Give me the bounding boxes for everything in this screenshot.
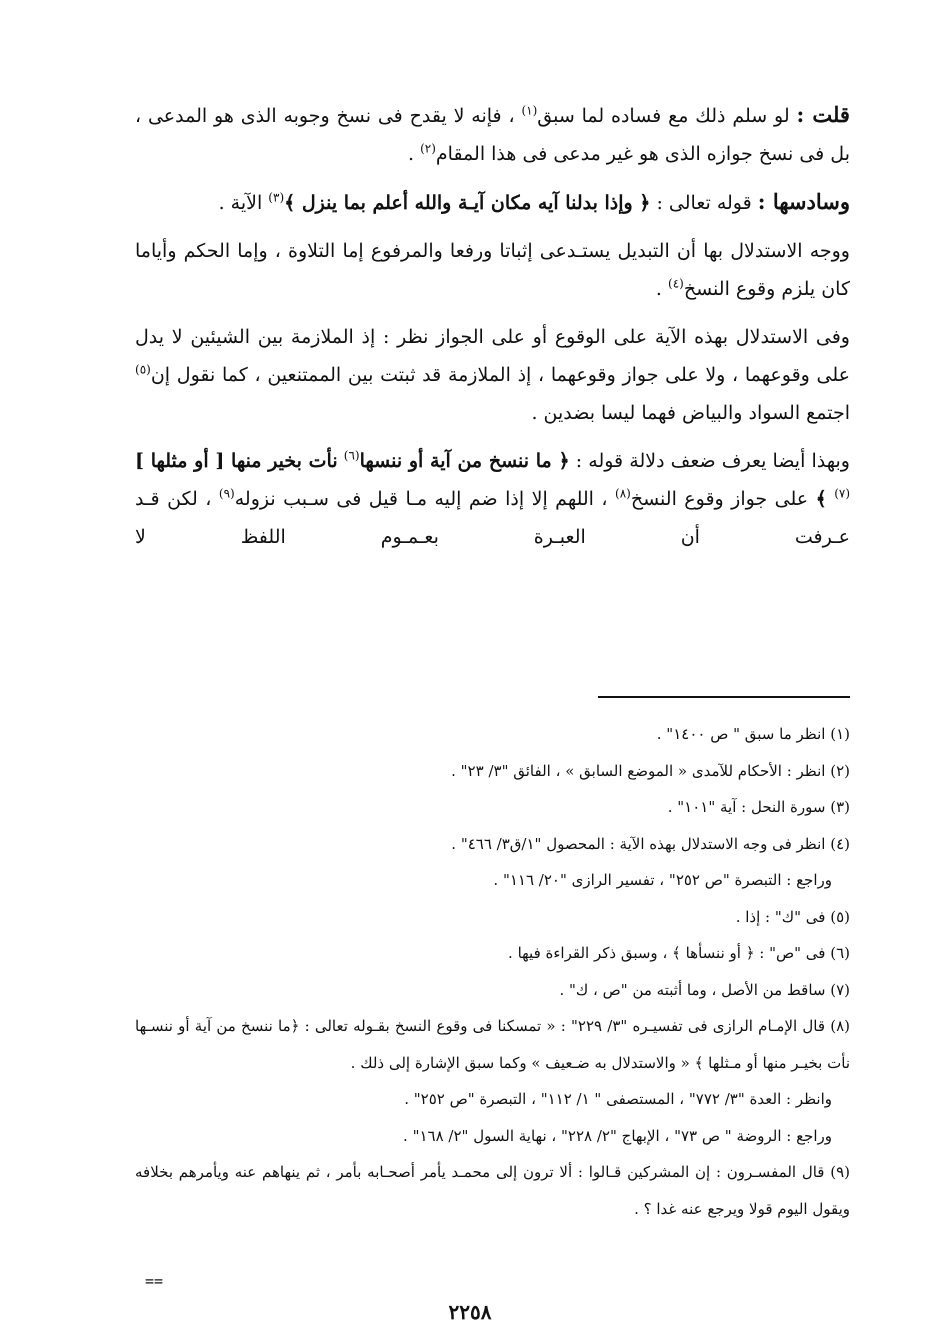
page-number: ٢٢٥٨ xyxy=(448,1300,492,1324)
paragraph xyxy=(135,232,850,308)
footnote-8-see-also: وانظر : العدة "٣/ ٧٧٢" ، المستصفى " ١/ ١١٢" ، التبصرة "ص ٢٥٢" . xyxy=(404,1090,832,1108)
text-run: على جواز وقوع النسخ xyxy=(630,488,809,510)
quran-quote: ﴾ xyxy=(815,488,827,510)
footnote-ref: (٣) xyxy=(268,190,285,205)
paragraph-lead: وسادسها : xyxy=(757,189,850,214)
footnote-ref: (٦) xyxy=(343,448,360,463)
footnote-ref: (٥) xyxy=(135,362,151,377)
quran-quote: ﴿ وإذا بدلنا آيه مكان آيـة والله أعلم بما ينزل ﴾ xyxy=(284,192,651,214)
text-run: . xyxy=(655,278,662,300)
footnote-6: (٦) فى "ص" : ﴿ أو ننسأها ﴾ ، وسبق ذكر القراءة فيها . xyxy=(508,944,850,962)
footnote-5: (٥) فى "ك" : إذا . xyxy=(735,907,850,926)
footnote-2: (٢) انظر : الأحكام للآمدى « الموضع السابق » ، الفائق "٣/ ٢٣" . xyxy=(451,761,850,780)
text-run: ، لكن قـد عـرفت أن العبـرة بعـمـوم اللفظ لا xyxy=(135,488,850,548)
text-run: الآية . xyxy=(218,192,263,214)
footnote-ref: (٧) xyxy=(834,486,851,501)
text-run: وبهذا أيضا يعرف ضعف دلالة قوله : xyxy=(575,450,850,472)
text-run: وفى الاستدلال بهذه الآية على الوقوع أو على الجواز نظر : إذ الملازمة بين الشيئين لا يدل على وقوعهما ، ولا على جواز وقوعهما ، إذ الملازمة قد ثبتت بين الممتنعين ، كما نقول إن xyxy=(135,326,850,386)
paragraph-lead: قلت : xyxy=(796,102,850,127)
footnote-1: (١) انظر ما سبق " ص ١٤٠٠" . xyxy=(656,725,850,743)
text-run: اجتمع السواد والبياض فهما ليسا بضدين . xyxy=(531,402,850,424)
footnote-4: (٤) انظر فى وجه الاستدلال بهذه الآية : المحصول "١/ق٣/ ٤٦٦" . xyxy=(451,834,850,853)
text-run: قوله تعالى : xyxy=(656,192,752,214)
main-text xyxy=(135,96,850,566)
footnote-4-continued: وراجع : التبصرة "ص ٢٥٢" ، تفسير الرازى "٢٠/ ١١٦" . xyxy=(493,871,832,889)
text-run: ووجه الاستدلال بها أن التبديل يستـدعى إثباتا ورفعا والمرفوع إما التلاوة ، وإما الحكم وأياما كان يلزم وقوع النسخ xyxy=(135,240,850,300)
footnote-ref: (٩) xyxy=(218,486,235,501)
text-run: ، فإنه لا يقدح فى نسخ وجوبه الذى هو المدعى ، بل فى نسخ جوازه الذى هو غير مدعى فى هذا المقام xyxy=(135,105,850,165)
footnote-3: (٣) سورة النحل : آية "١٠١" . xyxy=(667,798,850,816)
footnote-8-refer: وراجع : الروضة " ص ٧٣" ، الإبهاج "٢/ ٢٢٨" ، نهاية السول "٢/ ١٦٨" . xyxy=(403,1126,832,1145)
quran-quote: ﴿ ما ننسخ من آية أو ننسها xyxy=(359,450,570,472)
footnote-ref: (٤) xyxy=(668,276,684,291)
footnote-9: (٩) قال المفسـرون : إن المشركين قـالوا : ألا ترون إلى محمـد يأمر أصحـابه بأمر ، ثم ينهاهم عنه ويأمرهم بخلافه ويقول اليوم قولا ويرجع عنه غدا ؟ . xyxy=(135,1163,850,1218)
footnote-ref: (٨) xyxy=(615,486,631,501)
paragraph xyxy=(135,183,850,222)
footnote-7: (٧) ساقط من الأصل ، وما أثبته من "ص ، ك" . xyxy=(559,980,850,999)
paragraph xyxy=(135,318,850,432)
continuation-mark: == xyxy=(145,1272,164,1290)
footnote-ref: (٢) xyxy=(420,141,436,156)
text-run: . xyxy=(407,143,415,165)
text-run: لو سلم ذلك مع فساده لما سبق xyxy=(537,105,790,127)
quran-quote: نأت بخير منها [ أو مثلها ] xyxy=(135,450,338,472)
footnote-8: (٨) قال الإمـام الرازى فى تفسيـره "٣/ ٢٢٩" : « تمسكنا فى وقوع النسخ بقـوله تعالى : ﴿ما ننسخ من آية أو ننسـها نأت بخيـر منها أو مـثلها ﴾ « والاستدلال به ضـعيف » وكما سبق الإشارة إلى ذلك . xyxy=(135,1017,851,1072)
paragraph xyxy=(135,96,850,173)
footnote-ref: (١) xyxy=(521,103,538,118)
paragraph xyxy=(135,442,850,556)
footnotes xyxy=(135,716,850,1227)
text-run: ، اللهم إلا إذا ضم إليه مـا قيل فى سـبب نزوله xyxy=(234,488,608,510)
footnote-divider xyxy=(598,696,850,698)
